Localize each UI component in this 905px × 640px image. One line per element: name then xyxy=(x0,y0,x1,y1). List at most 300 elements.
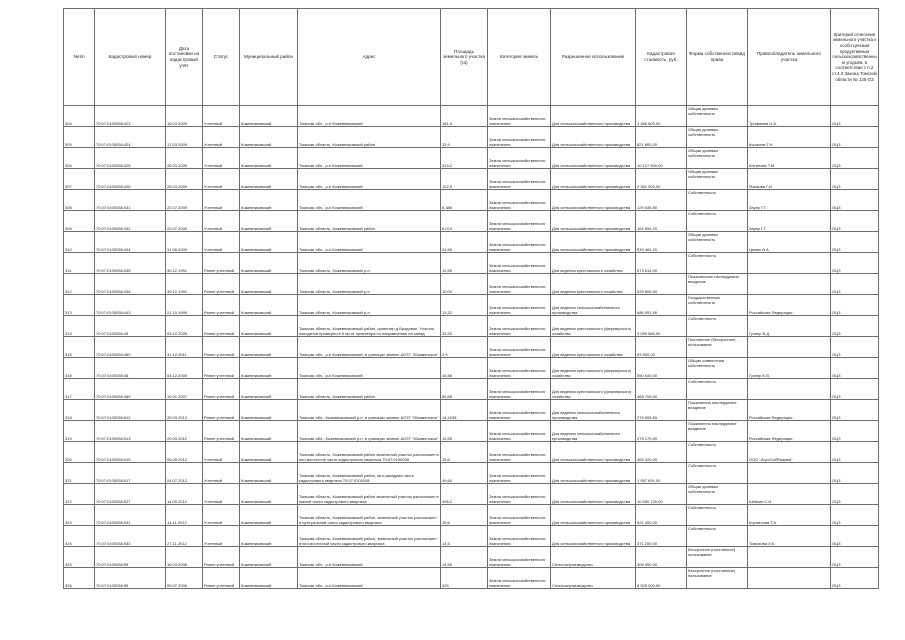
table-row xyxy=(64,274,879,295)
cell-row-number: 308 xyxy=(64,190,95,211)
table-row xyxy=(64,295,879,316)
cell-cadastral-number: 70:07:0100038:489 xyxy=(95,379,166,400)
cell-cadastral-number: 70:07:0100038:513 xyxy=(95,421,166,442)
cell-area: 15,6 xyxy=(441,505,488,526)
cell-ownership-form: Пожизненное наследуемое владение xyxy=(687,274,748,295)
cell-municipal-district: Кожевниковский xyxy=(240,400,298,421)
cell-row-number: 310 xyxy=(64,232,95,253)
cell-status: Учтенный xyxy=(203,232,240,253)
cell-cadastral-number: 70:07:0100038:460 xyxy=(95,337,166,358)
cell-ownership-form: Постоянное (бессрочное) пользование xyxy=(687,337,748,358)
cell-area: 14,5 xyxy=(441,526,488,547)
cell-registration-date: 14.11.2012 xyxy=(166,505,203,526)
cell-land-category: Земли сельскохозяйственного назначения xyxy=(488,211,551,232)
cell-row-number: 323 xyxy=(64,505,95,526)
cell-permitted-use: Для сельскохозяйственного производства xyxy=(551,127,636,148)
cell-ownership-form: Собственность xyxy=(687,505,748,526)
cell-address: Томская область, Кожевниковский район xyxy=(298,211,441,232)
cell-status: Ранее учтенный xyxy=(203,358,240,379)
cell-row-number: 319 xyxy=(64,421,95,442)
cell-right-holder: Кошелев Г.Н. xyxy=(748,127,831,148)
cell-status: Учтенный xyxy=(203,442,240,463)
cell-registration-date: 16.03.2006 xyxy=(166,547,203,568)
cell-right-holder: ООО "АгроСибРыжики" xyxy=(748,442,831,463)
cell-cadastral-value: 279 170,00 xyxy=(636,421,687,442)
cell-cadastral-number: 70:07:0100038:515 xyxy=(95,442,166,463)
cell-address: Томская обл., р-н Кожевниковский xyxy=(298,358,441,379)
cell-permitted-use: Для сельскохозяйственного производства xyxy=(551,463,636,484)
cell-row-number: 305 xyxy=(64,127,95,148)
cell-right-holder: Российская Федерация xyxy=(748,400,831,421)
cell-address: Томская область, Кожевниковский район xyxy=(298,379,441,400)
cell-land-category: Земли сельскохозяйственного назначения xyxy=(488,463,551,484)
cell-land-category: Земли сельскохозяйственного назначения xyxy=(488,316,551,337)
header-cell: Форма собственности/вид права xyxy=(687,9,748,106)
cell-cadastral-number: 70:07:0100038:45 xyxy=(95,316,166,337)
cell-registration-date: 21.10.1999 xyxy=(166,295,203,316)
cell-criterion: ОЦЗ xyxy=(831,505,879,526)
cell-row-number: 315 xyxy=(64,337,95,358)
cell-right-holder xyxy=(748,274,831,295)
cell-land-category: Земли сельскохозяйственного назначения xyxy=(488,148,551,169)
table-row xyxy=(64,568,879,589)
cell-criterion: ОЦЗ xyxy=(831,337,879,358)
cell-registration-date: 28.03.2009 xyxy=(166,169,203,190)
cell-cadastral-number: 70:07:0100038:56 xyxy=(95,568,166,589)
cell-registration-date: 20.03.2012 xyxy=(166,400,203,421)
cell-area: 49,64 xyxy=(441,463,488,484)
cell-area: 33,33 xyxy=(441,316,488,337)
cell-status: Ранее учтенный xyxy=(203,253,240,274)
cell-cadastral-value: 162 654,20 xyxy=(636,211,687,232)
header-cell: Разрешенное использование xyxy=(551,9,636,106)
cell-ownership-form: Общая долевая собственность xyxy=(687,127,748,148)
cell-permitted-use: Для ведения сельскохозяйственного производства xyxy=(551,295,636,316)
cell-address: Томская область, Кожевниковский р-н xyxy=(298,253,441,274)
cell-status: Учтенный xyxy=(203,169,240,190)
cell-ownership-form: Пожизненно наследуемое владение xyxy=(687,421,748,442)
table-body xyxy=(64,106,879,589)
table-row xyxy=(64,190,879,211)
cell-cadastral-value: 521 400,00 xyxy=(636,505,687,526)
cell-right-holder: Цемах В.А. xyxy=(748,232,831,253)
cell-status: Учтенный xyxy=(203,505,240,526)
cell-criterion: ОЦЗ xyxy=(831,484,879,505)
cell-cadastral-value: 529 808,00 xyxy=(636,274,687,295)
cell-status: Учтенный xyxy=(203,190,240,211)
cell-row-number: 321 xyxy=(64,463,95,484)
cell-ownership-form: Общая долевая собственность xyxy=(687,169,748,190)
cell-ownership-form: Собственность xyxy=(687,190,748,211)
cell-permitted-use: Сельхозпроизводство xyxy=(551,568,636,589)
cell-area: 10,00 xyxy=(441,274,488,295)
cell-registration-date: 19.01.2007 xyxy=(166,379,203,400)
cell-land-category: Земли сельскохозяйственного назначения xyxy=(488,169,551,190)
cell-criterion: ОЦЗ xyxy=(831,442,879,463)
cell-area: 6,074 xyxy=(441,211,488,232)
cell-address: Томская обл., р-н Кожевниковский xyxy=(298,547,441,568)
cell-row-number: 306 xyxy=(64,148,95,169)
cell-right-holder xyxy=(748,379,831,400)
cell-criterion: ОЦЗ xyxy=(831,127,879,148)
cell-land-category: Земли сельскохозяйственного назначения xyxy=(488,421,551,442)
cell-ownership-form: Собственность xyxy=(687,442,748,463)
cell-row-number: 320 xyxy=(64,442,95,463)
cell-cadastral-number: 70:07:0100038:532 xyxy=(95,526,166,547)
cell-criterion: ОЦЗ xyxy=(831,547,879,568)
cell-right-holder: Корнилова Т.А. xyxy=(748,505,831,526)
cell-row-number: 314 xyxy=(64,316,95,337)
cell-area: 12,69 xyxy=(441,253,488,274)
table-row xyxy=(64,232,879,253)
cell-right-holder: Зауэр Г.Г. xyxy=(748,211,831,232)
cell-area: 181,9 xyxy=(441,106,488,127)
cell-permitted-use: Для ведения крестьянского хозяйства xyxy=(551,337,636,358)
cell-area: 33,9 xyxy=(441,127,488,148)
cell-address: Томская обл., р-н Кожевниковский, в границах земель АОЗТ "Юкаменское" xyxy=(298,337,441,358)
cell-ownership-form: Общая долевая собственность xyxy=(687,148,748,169)
cell-ownership-form: Общая долевая собственность xyxy=(687,106,748,127)
table-row xyxy=(64,463,879,484)
land-plots-table xyxy=(63,8,879,589)
cell-land-category: Земли сельскохозяйственного назначения xyxy=(488,190,551,211)
header-cell: Статус xyxy=(203,9,240,106)
cell-status: Ранее учтенный xyxy=(203,316,240,337)
cell-area: 14,55 xyxy=(441,547,488,568)
cell-right-holder: Антипова Т.М. xyxy=(748,148,831,169)
cell-row-number: 307 xyxy=(64,169,95,190)
cell-status: Ранее учтенный xyxy=(203,400,240,421)
cell-permitted-use: Для ведения крестьянского (фермерского) хозяйства xyxy=(551,316,636,337)
cell-municipal-district: Кожевниковский xyxy=(240,274,298,295)
cell-right-holder xyxy=(748,547,831,568)
cell-cadastral-value: 686 951,59 xyxy=(636,295,687,316)
cell-municipal-district: Кожевниковский xyxy=(240,442,298,463)
cell-municipal-district: Кожевниковский xyxy=(240,169,298,190)
cell-cadastral-number: 70:07:0100038:431 xyxy=(95,190,166,211)
cell-registration-date: 26.03.2009 xyxy=(166,148,203,169)
cell-municipal-district: Кожевниковский xyxy=(240,253,298,274)
cell-cadastral-value: 821 800,00 xyxy=(636,127,687,148)
cell-registration-date: 20.03.2012 xyxy=(166,421,203,442)
cell-municipal-district: Кожевниковский xyxy=(240,463,298,484)
cell-municipal-district: Кожевниковский xyxy=(240,526,298,547)
cell-status: Учтенный xyxy=(203,211,240,232)
cell-permitted-use: Для ведения крестьянского (фермерского) хозяйства xyxy=(551,379,636,400)
cell-registration-date: 14.09.2012 xyxy=(166,484,203,505)
cell-area: 15,6 xyxy=(441,442,488,463)
cell-status: Учтенный xyxy=(203,484,240,505)
cell-registration-date: 22.07.2009 xyxy=(166,190,203,211)
cell-address: Томская область, Кожевниковский район, юго-западная часть кадастрового квартала 70:07:0100038 xyxy=(298,463,441,484)
cell-ownership-form: Собственность xyxy=(687,463,748,484)
cell-municipal-district: Кожевниковский xyxy=(240,295,298,316)
cell-permitted-use: Для сельскохозяйственного производства xyxy=(551,211,636,232)
cell-status: Учтенный xyxy=(203,463,240,484)
cell-permitted-use: Для сельскохозяйственного производства xyxy=(551,148,636,169)
cell-row-number: 311 xyxy=(64,253,95,274)
cell-address: Томская область, Кожевниковский район, земельный участок расположен в юго-восточной части кадастрового квартала xyxy=(298,526,441,547)
spreadsheet xyxy=(63,8,877,589)
cell-area: 15,55 xyxy=(441,421,488,442)
cell-registration-date: 04.07.2012 xyxy=(166,463,203,484)
cell-municipal-district: Кожевниковский xyxy=(240,358,298,379)
cell-criterion: ОЦЗ xyxy=(831,526,879,547)
cell-permitted-use: Для ведения крестьянского хозяйства xyxy=(551,274,636,295)
cell-land-category: Земли сельскохозяйственного назначения xyxy=(488,106,551,127)
cell-criterion: ОЦЗ xyxy=(831,211,879,232)
cell-land-category: Земли сельскохозяйственного назначения xyxy=(488,337,551,358)
table-row xyxy=(64,358,879,379)
table-row xyxy=(64,316,879,337)
cell-cadastral-value: 2 381 500,00 xyxy=(636,169,687,190)
cell-criterion: ОЦЗ xyxy=(831,253,879,274)
cell-land-category: Земли сельскохозяйственного назначения xyxy=(488,379,551,400)
cell-cadastral-value: 305 550,00 xyxy=(636,547,687,568)
header-row xyxy=(64,9,879,106)
cell-land-category: Земли сельскохозяйственного назначения xyxy=(488,253,551,274)
table-row xyxy=(64,337,879,358)
cell-cadastral-value: 468 708,00 xyxy=(636,379,687,400)
cell-cadastral-number: 70:07:0100038:434 xyxy=(95,232,166,253)
cell-land-category: Земли сельскохозяйственного назначения xyxy=(488,295,551,316)
table-row xyxy=(64,148,879,169)
cell-municipal-district: Кожевниковский xyxy=(240,190,298,211)
table-row xyxy=(64,421,879,442)
cell-land-category: Земли сельскохозяйственного назначения xyxy=(488,526,551,547)
cell-cadastral-value: 8 925 000,00 xyxy=(636,568,687,589)
table-row xyxy=(64,505,879,526)
cell-area: 6,386 xyxy=(441,190,488,211)
table-row xyxy=(64,526,879,547)
cell-municipal-district: Кожевниковский xyxy=(240,106,298,127)
cell-municipal-district: Кожевниковский xyxy=(240,337,298,358)
cell-ownership-form: Собственность xyxy=(687,211,748,232)
cell-cadastral-value: 129 635,80 xyxy=(636,190,687,211)
cell-permitted-use: Для ведения сельскохозяйственного производства xyxy=(551,421,636,442)
cell-municipal-district: Кожевниковский xyxy=(240,127,298,148)
cell-municipal-district: Кожевниковский xyxy=(240,379,298,400)
cell-land-category: Земли сельскохозяйственного назначения xyxy=(488,484,551,505)
cell-area: 102,5 xyxy=(441,169,488,190)
cell-ownership-form: Собственность xyxy=(687,526,748,547)
table-row xyxy=(64,442,879,463)
header-cell: Правообладатель земельного участка xyxy=(748,9,831,106)
cell-status: Ранее учтенный xyxy=(203,295,240,316)
table-row xyxy=(64,211,879,232)
cell-address: Томская обл., Кожевниковский р-н, в границах земель АОЗТ "Юкаменское" xyxy=(298,421,441,442)
table-row xyxy=(64,106,879,127)
cell-cadastral-value: 633 464,20 xyxy=(636,232,687,253)
cell-address: Томская обл., р-н Кожевниковский xyxy=(298,148,441,169)
cell-criterion: ОЦЗ xyxy=(831,421,879,442)
cell-municipal-district: Кожевниковский xyxy=(240,505,298,526)
cell-criterion: ОЦЗ xyxy=(831,169,879,190)
table-row xyxy=(64,400,879,421)
cell-address: Томская обл., р-н Кожевниковский xyxy=(298,232,441,253)
cell-land-category: Земли сельскохозяйственного назначения xyxy=(488,274,551,295)
cell-cadastral-value: 10 650 720,00 xyxy=(636,484,687,505)
cell-row-number: 326 xyxy=(64,568,95,589)
cell-registration-date: 30.12.1991 xyxy=(166,253,203,274)
cell-status: Ранее учтенный xyxy=(203,379,240,400)
cell-permitted-use: Для ведения крестьянского хозяйства xyxy=(551,253,636,274)
table-row xyxy=(64,169,879,190)
cell-row-number: 324 xyxy=(64,526,95,547)
cell-permitted-use: Для сельскохозяйственного производства xyxy=(551,505,636,526)
cell-area: 2,5 xyxy=(441,337,488,358)
cell-permitted-use: Для сельскохозяйственного производства xyxy=(551,526,636,547)
table-row xyxy=(64,547,879,568)
cell-cadastral-number: 70:07:0100038:426 xyxy=(95,169,166,190)
cell-address: Томская область, Кожевниковский район, земельный участок расположен в центральной части кадастрового квартала xyxy=(298,505,441,526)
cell-cadastral-number: 70:07:0100038:55 xyxy=(95,547,166,568)
cell-land-category: Земли сельскохозяйственного назначения xyxy=(488,568,551,589)
cell-cadastral-value: 673 614,00 xyxy=(636,253,687,274)
cell-registration-date: 05.12.2005 xyxy=(166,316,203,337)
cell-registration-date: 06.05.2012 xyxy=(166,442,203,463)
cell-land-category: Земли сельскохозяйственного назначения xyxy=(488,232,551,253)
cell-criterion: ОЦЗ xyxy=(831,463,879,484)
cell-criterion: ОЦЗ xyxy=(831,568,879,589)
cell-criterion: ОЦЗ xyxy=(831,295,879,316)
cell-permitted-use: Для сельскохозяйственного производства xyxy=(551,232,636,253)
cell-row-number: 325 xyxy=(64,547,95,568)
cell-right-holder: Российская Федерация xyxy=(748,421,831,442)
cell-row-number: 318 xyxy=(64,400,95,421)
header-cell: Категория земель xyxy=(488,9,551,106)
cell-cadastral-number: 70:07:0100038:424 xyxy=(95,127,166,148)
cell-row-number: 304 xyxy=(64,106,95,127)
cell-registration-date: 05.12.2005 xyxy=(166,358,203,379)
cell-registration-date: 16.03.2009 xyxy=(166,106,203,127)
cell-permitted-use: Для сельскохозяйственного производства xyxy=(551,442,636,463)
cell-ownership-form: Бессрочное (постоянное) пользование xyxy=(687,568,748,589)
cell-cadastral-number: 70:07:0100038:48 xyxy=(95,358,166,379)
cell-registration-date: 17.03.2009 xyxy=(166,127,203,148)
header-cell: Адрес xyxy=(298,9,441,106)
cell-cadastral-number: 70:07:0100038:531 xyxy=(95,505,166,526)
cell-address: Томская обл., р-н Кожевниковский xyxy=(298,568,441,589)
cell-land-category: Земли сельскохозяйственного назначения xyxy=(488,400,551,421)
cell-permitted-use: Для ведения крестьянского (фермерского) хозяйства xyxy=(551,358,636,379)
cell-right-holder: Российская Федерация xyxy=(748,295,831,316)
cell-cadastral-number: 70:07:0100038:432 xyxy=(95,211,166,232)
cell-cadastral-value: 1 087 691,00 xyxy=(636,463,687,484)
cell-ownership-form: Собственность xyxy=(687,316,748,337)
cell-area: 56,68 xyxy=(441,379,488,400)
cell-municipal-district: Кожевниковский xyxy=(240,421,298,442)
cell-right-holder xyxy=(748,253,831,274)
cell-ownership-form: Общая долевая собственность xyxy=(687,484,748,505)
cell-right-holder xyxy=(748,463,831,484)
header-cell: №п/п xyxy=(64,9,95,106)
header-cell: Дата постановки на кадастровый учёт xyxy=(166,9,203,106)
cell-row-number: 316 xyxy=(64,358,95,379)
cell-registration-date: 31.08.2009 xyxy=(166,232,203,253)
cell-status: Учтенный xyxy=(203,148,240,169)
cell-ownership-form: Бессрочное (постоянное) пользование xyxy=(687,547,748,568)
cell-land-category: Земли сельскохозяйственного назначения xyxy=(488,127,551,148)
cell-municipal-district: Кожевниковский xyxy=(240,568,298,589)
cell-status: Учтенный xyxy=(203,127,240,148)
header-cell: Площадь земельного участка (га) xyxy=(441,9,488,106)
cell-cadastral-value: 550 640,00 xyxy=(636,358,687,379)
cell-cadastral-number: 70:07:0100038:435 xyxy=(95,253,166,274)
header-cell: Муниципальный район xyxy=(240,9,298,106)
cell-registration-date: 30.12.1991 xyxy=(166,274,203,295)
cell-right-holder: Гузнер Е.В. xyxy=(748,358,831,379)
cell-cadastral-number: 70:07:0100038:438 xyxy=(95,274,166,295)
cell-status: Ранее учтенный xyxy=(203,547,240,568)
cell-municipal-district: Кожевниковский xyxy=(240,148,298,169)
cell-right-holder: Тимохова З.Б. xyxy=(748,526,831,547)
table-row xyxy=(64,484,879,505)
cell-municipal-district: Кожевниковский xyxy=(240,547,298,568)
cell-land-category: Земли сельскохозяйственного назначения xyxy=(488,505,551,526)
cell-status: Ранее учтенный xyxy=(203,568,240,589)
cell-area: 13,32 xyxy=(441,295,488,316)
table-row xyxy=(64,379,879,400)
cell-address: Томская область, Кожевниковский район земельный участок расположен в юго-восточной части кадастрового квартала 70:07:0100038 xyxy=(298,442,441,463)
cell-cadastral-number: 70:07:0100038:527 xyxy=(95,484,166,505)
cell-right-holder: Гузнер В.Д. xyxy=(748,316,831,337)
header-cell: Кадастровая стоимость, руб. xyxy=(636,9,687,106)
cell-address: Томская область, Кожевниковский р-н xyxy=(298,274,441,295)
cell-criterion: ОЦЗ xyxy=(831,379,879,400)
cell-cadastral-number: 70:07:0100038:425 xyxy=(95,148,166,169)
cell-status: Ранее учтенный xyxy=(203,421,240,442)
cell-cadastral-number: 70:07:0100038:517 xyxy=(95,463,166,484)
cell-land-category: Земли сельскохозяйственного назначения xyxy=(488,442,551,463)
cell-criterion: ОЦЗ xyxy=(831,400,879,421)
header-cell: Кадастровый номер xyxy=(95,9,166,106)
cell-row-number: 312 xyxy=(64,274,95,295)
cell-cadastral-value: 3 099 560,00 xyxy=(636,316,687,337)
cell-ownership-form: Общая совместная собственность xyxy=(687,358,748,379)
cell-land-category: Земли сельскохозяйственного назначения xyxy=(488,358,551,379)
cell-cadastral-number: 70:07:0100038:443 xyxy=(95,295,166,316)
cell-criterion: ОЦЗ xyxy=(831,232,879,253)
cell-municipal-district: Кожевниковский xyxy=(240,232,298,253)
cell-right-holder: Шейкин С.И. xyxy=(748,484,831,505)
cell-address: Томская обл., Кожевниковский р-н, в границах земель АОЗТ "Юкаменское" xyxy=(298,400,441,421)
cell-registration-date: 22.07.2009 xyxy=(166,211,203,232)
cell-cadastral-number: 70:07:0100038:512 xyxy=(95,400,166,421)
cell-permitted-use: Для сельскохозяйственного производства xyxy=(551,190,636,211)
cell-area: 425 xyxy=(441,568,488,589)
cell-permitted-use: Сельхозпроизводство xyxy=(551,547,636,568)
cell-area: 14,4238 xyxy=(441,400,488,421)
header-cell-criterion: Критерий отнесения земельного участка к особо ценным продуктивным сельскохозяйственным угодьям, в соответствии с п.2 ст.4.3 Закона Томской области № 135-ОЗ xyxy=(831,9,879,106)
cell-cadastral-value: 10 127 500,00 xyxy=(636,148,687,169)
cell-criterion: ОЦЗ xyxy=(831,316,879,337)
cell-registration-date: 27.11.2012 xyxy=(166,526,203,547)
cell-address: Томская обл., р-н Кожевниковский xyxy=(298,106,441,127)
cell-area: 24,69 xyxy=(441,232,488,253)
cell-status: Учтенный xyxy=(203,106,240,127)
cell-cadastral-value: 276 505,83 xyxy=(636,400,687,421)
cell-right-holder: Языкова Г.И. xyxy=(748,169,831,190)
cell-ownership-form: Пожизненно наследуемое владение xyxy=(687,400,748,421)
cell-ownership-form: Общая долевая собственность xyxy=(687,232,748,253)
cell-ownership-form: Государственная собственность xyxy=(687,295,748,316)
cell-status: Ранее учтенный xyxy=(203,337,240,358)
cell-right-holder xyxy=(748,337,831,358)
table-row xyxy=(64,127,879,148)
cell-address: Томская обл., р-н Кожевниковский xyxy=(298,190,441,211)
cell-permitted-use: Для сельскохозяйственного производства xyxy=(551,169,636,190)
